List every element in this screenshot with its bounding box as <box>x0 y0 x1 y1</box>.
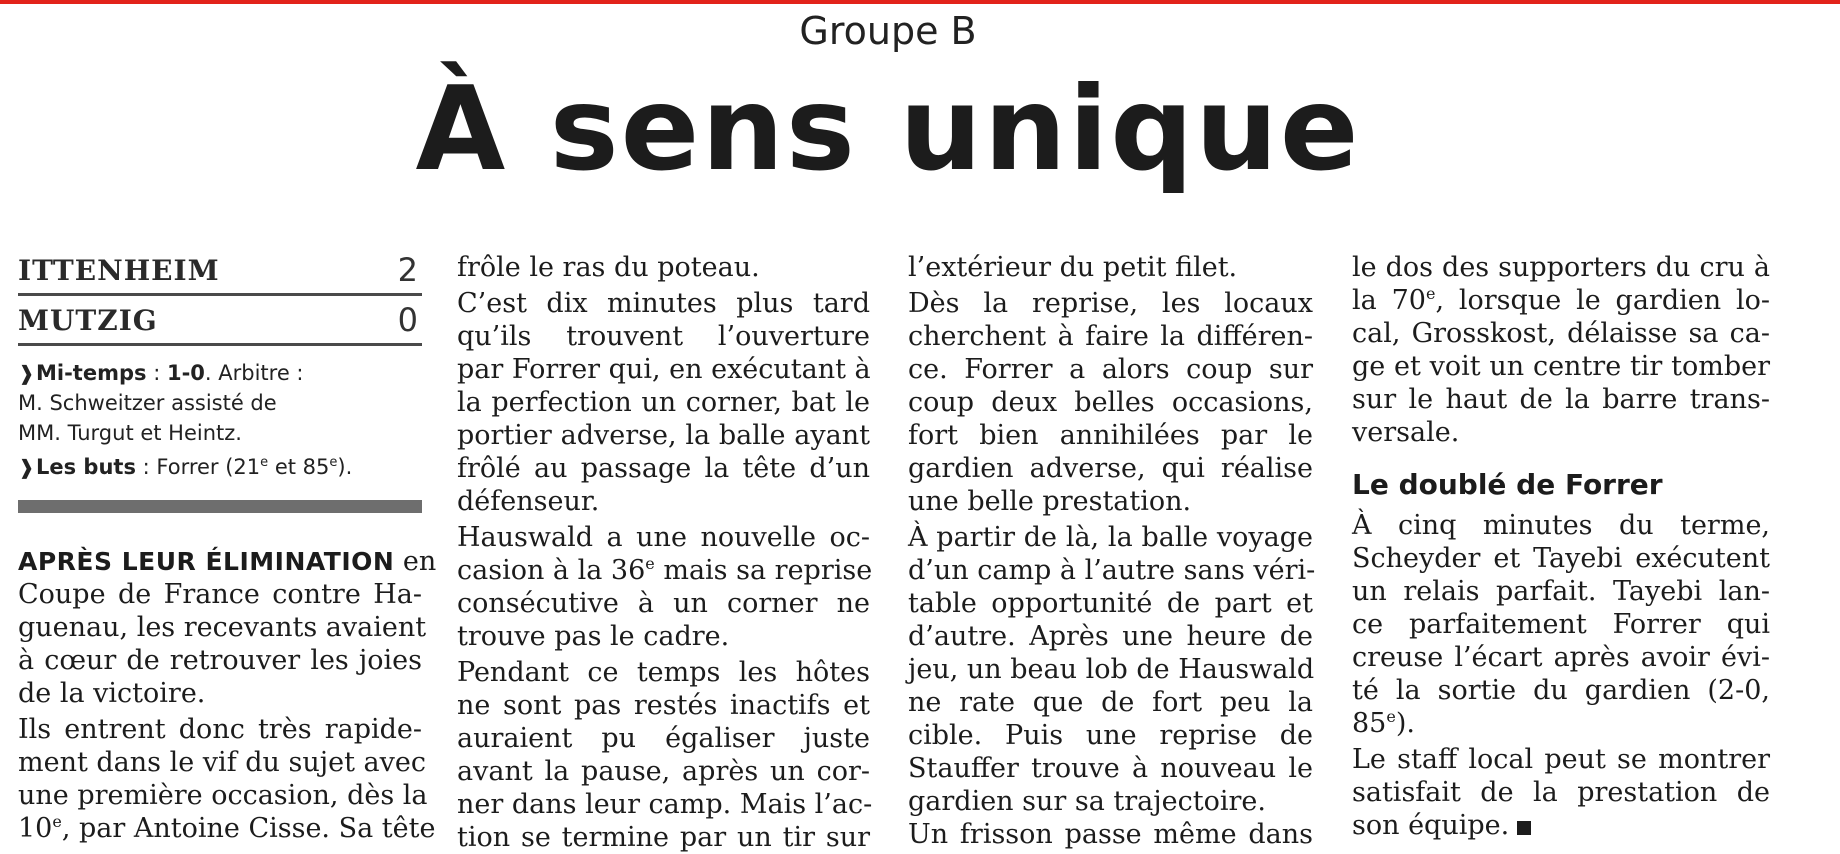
bullet-arrow-icon: ❱ <box>18 361 35 385</box>
away-team-name: MUTZIG <box>18 304 158 337</box>
away-team-score: 0 <box>397 301 418 339</box>
article-column-2: frôle le ras du poteau. C’est dix minutes plus tard qu’ils trouvent l’ouverture par Forrer qui, en exécutant à la perfection un corner, bat le portier adverse, la balle ayant frôlé au passage la tête d’un défenseur. Hauswald a une nouvelle oc- casion à la 36e mais sa reprise consécutive à un corner ne trouve pas le cadre. Pendant ce temps les hôtes ne sont pas restés inactifs et auraient pu égaliser juste avant la pause, après un cor- ner dans leur camp. Mais l’ac- tion se termine par un tir sur <box>457 252 873 853</box>
article-column-4: le dos des supporters du cru à la 70e, lorsque le gardien lo- cal, Grosskost, délaisse sa ca- ge et voit un centre tir tomber sur le haut de la barre trans- versale. Le doublé de Forrer À cinq minutes du terme, Scheyder et Tayebi exécutent un relais parfait. Tayebi lan- ce parfaitement Forrer qui creuse l’écart après avoir évi- té la sortie du gardien (2-0, 85e). Le staff local peut se montrer satisfait de la prestation de son équipe. <box>1352 252 1771 841</box>
lead-in: APRÈS LEUR ÉLIMINATION <box>18 547 395 576</box>
match-info <box>18 358 422 482</box>
end-of-article-mark <box>1517 821 1531 835</box>
top-accent-rule <box>0 0 1840 4</box>
referee-label: . Arbitre : <box>204 361 304 385</box>
halftime-score: 1-0 <box>166 361 205 385</box>
section-kicker: Groupe B <box>799 9 977 53</box>
assistant-referees: MM. Turgut et Heintz. <box>18 421 242 445</box>
bullet-arrow-icon: ❱ <box>18 455 35 479</box>
halftime-label: Mi-temps <box>36 361 147 385</box>
article-headline: À sens unique <box>415 62 1361 197</box>
team-row-home <box>18 246 422 296</box>
referee-name: M. Schweitzer assisté de <box>18 391 277 415</box>
goals-label: Les buts <box>36 455 136 479</box>
score-box <box>18 246 422 513</box>
section-subheading: Le doublé de Forrer <box>1352 468 1663 501</box>
home-team-name: ITTENHEIM <box>18 254 220 287</box>
article-column-3: l’extérieur du petit filet. Dès la reprise, les locaux cherchent à faire la différen- ce. Forrer a alors coup sur coup deux belles occasions, fort bien annihilées par le gardien adverse, qui réalise une belle prestation. À partir de là, la balle voyage d’un camp à l’autre sans véri- table opportunité de part et d’autre. Après une heure de jeu, un beau lob de Hauswald ne rate que de fort peu la cible. Puis une reprise de Stauffer trouve à nouveau le gardien sur sa trajectoire. Un frisson passe même dans <box>908 252 1316 850</box>
halftime-line: ❱Mi-temps : 1-0. Arbitre : <box>18 358 422 388</box>
home-team-score: 2 <box>397 251 418 289</box>
score-box-divider <box>18 500 422 513</box>
goals-line: ❱Les buts : Forrer (21e et 85e). <box>18 448 422 482</box>
article-column-1: APRÈS LEUR ÉLIMINATION en Coupe de France contre Ha- guenau, les recevants avaient à cœur de retrouver les joies de la victoire. Ils entrent donc très rapide- ment dans le vif du sujet avec une première occasion, dès la 10e, par Antoine Cisse. Sa tête <box>18 546 437 844</box>
team-row-away <box>18 296 422 346</box>
